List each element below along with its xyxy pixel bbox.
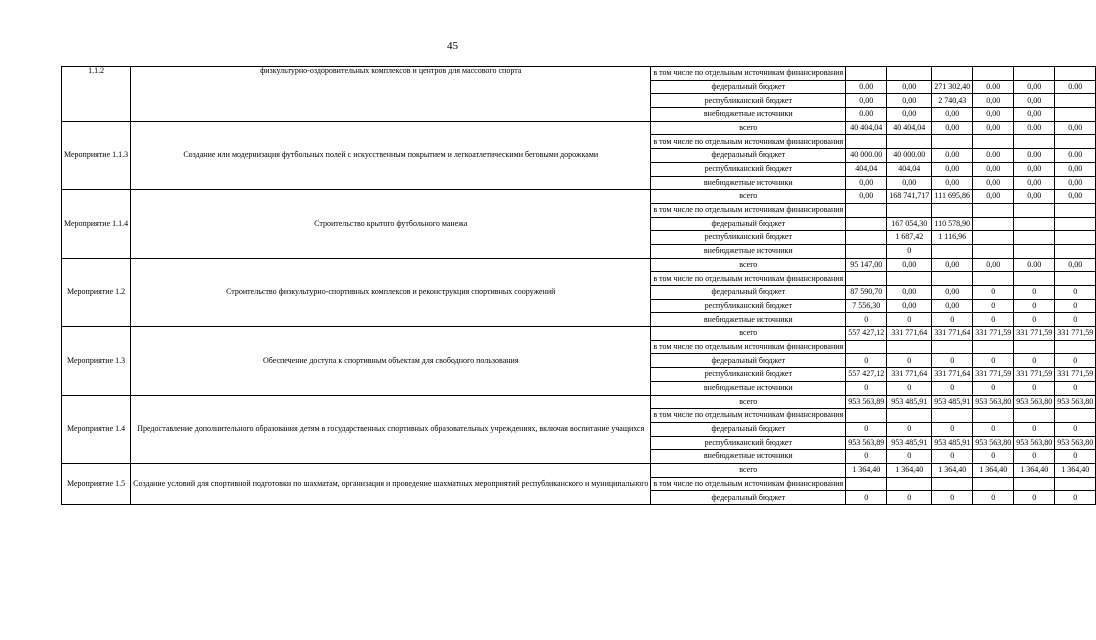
amount-cell (1014, 203, 1055, 217)
amount-cell: 0 (973, 422, 1014, 436)
amount-cell (1055, 409, 1096, 423)
amount-cell: 0,00 (932, 121, 973, 135)
amount-cell: 1 364,40 (1055, 463, 1096, 477)
amount-cell (973, 340, 1014, 354)
funding-source: в том числе по отдельным источникам финансирования (651, 67, 846, 81)
amount-cell: 0,00 (1055, 258, 1096, 272)
amount-cell: 953 485,91 (887, 395, 932, 409)
amount-cell: 331 771,59 (973, 368, 1014, 382)
funding-source: федеральный бюджет (651, 354, 846, 368)
amount-cell: 40 000.00 (846, 149, 887, 163)
amount-cell: 0 (973, 286, 1014, 300)
amount-cell: 0 (932, 381, 973, 395)
amount-cell (846, 244, 887, 258)
amount-cell: 0 (1055, 381, 1096, 395)
amount-cell: 331 771,59 (1055, 368, 1096, 382)
amount-cell (1014, 409, 1055, 423)
funding-source: федеральный бюджет (651, 422, 846, 436)
amount-cell: 0 (846, 354, 887, 368)
amount-cell: 0 (932, 491, 973, 505)
amount-cell: 40 000.00 (887, 149, 932, 163)
amount-cell: 953 563,80 (973, 395, 1014, 409)
funding-source: внебюджетные источники (651, 381, 846, 395)
amount-cell (887, 135, 932, 149)
amount-cell (1014, 340, 1055, 354)
amount-cell: 953 485,91 (887, 436, 932, 450)
funding-source: всего (651, 327, 846, 341)
amount-cell: 111 695,86 (932, 190, 973, 204)
table-row (62, 190, 1096, 204)
funding-source: федеральный бюджет (651, 491, 846, 505)
amount-cell: 0.00 (1014, 121, 1055, 135)
measure-number: Мероприятие 1.1.3 (62, 121, 131, 189)
amount-cell (846, 203, 887, 217)
funding-source: всего (651, 395, 846, 409)
amount-cell: 0,00 (846, 94, 887, 108)
amount-cell: 0 (973, 491, 1014, 505)
amount-cell (846, 135, 887, 149)
amount-cell (973, 217, 1014, 231)
amount-cell: 331 771,64 (887, 368, 932, 382)
amount-cell: 0 (846, 313, 887, 327)
budget-table (61, 66, 1096, 505)
amount-cell: 1 364,40 (887, 463, 932, 477)
amount-cell: 0,00 (932, 258, 973, 272)
amount-cell (973, 231, 1014, 245)
amount-cell: 953 563,89 (846, 395, 887, 409)
amount-cell: 0 (846, 381, 887, 395)
amount-cell: 557 427,12 (846, 327, 887, 341)
funding-source: республиканский бюджет (651, 368, 846, 382)
funding-source: всего (651, 258, 846, 272)
amount-cell: 0.00 (973, 80, 1014, 94)
amount-cell: 0,00 (932, 286, 973, 300)
amount-cell: 0 (973, 313, 1014, 327)
amount-cell: 953 563,89 (846, 436, 887, 450)
amount-cell: 0 (973, 354, 1014, 368)
funding-source: республиканский бюджет (651, 299, 846, 313)
amount-cell: 271 302,40 (932, 80, 973, 94)
amount-cell: 953 485,91 (932, 436, 973, 450)
amount-cell: 0 (887, 450, 932, 464)
amount-cell: 0.00 (846, 108, 887, 122)
amount-cell: 0 (1055, 286, 1096, 300)
amount-cell: 0 (1055, 299, 1096, 313)
amount-cell (846, 409, 887, 423)
measure-number: 1.1.2 (62, 67, 131, 122)
amount-cell: 331 771,59 (973, 327, 1014, 341)
funding-source: в том числе по отдельным источникам финансирования (651, 203, 846, 217)
amount-cell (1055, 272, 1096, 286)
measure-number: Мероприятие 1.4 (62, 395, 131, 463)
measure-name: Создание условий для спортивной подготовки по шахматам, организация и проведение шахматных мероприятий республиканского и муниципального (131, 463, 651, 504)
amount-cell: 0 (1014, 299, 1055, 313)
measure-name: Предоставление дополнительного образования детям в государственных спортивных образовательных учреждениях, включая воспитание учащихся (131, 395, 651, 463)
amount-cell: 331 771,64 (887, 327, 932, 341)
amount-cell: 953 485,91 (932, 395, 973, 409)
amount-cell (1055, 135, 1096, 149)
amount-cell (932, 67, 973, 81)
amount-cell: 0,00 (1014, 190, 1055, 204)
funding-source: республиканский бюджет (651, 231, 846, 245)
amount-cell: 953 563,80 (973, 436, 1014, 450)
amount-cell: 0,00 (887, 108, 932, 122)
amount-cell (973, 244, 1014, 258)
amount-cell (1014, 231, 1055, 245)
amount-cell: 953 563,80 (1055, 436, 1096, 450)
amount-cell: 0.00 (932, 149, 973, 163)
amount-cell: 0,00 (887, 286, 932, 300)
amount-cell: 0,00 (1014, 108, 1055, 122)
empty-cell (1055, 108, 1096, 122)
amount-cell: 0 (887, 381, 932, 395)
table-row (62, 463, 1096, 477)
amount-cell (846, 340, 887, 354)
amount-cell (887, 272, 932, 286)
amount-cell (1055, 244, 1096, 258)
funding-source: в том числе по отдельным источникам финансирования (651, 272, 846, 286)
amount-cell: 0,00 (973, 108, 1014, 122)
amount-cell: 0,00 (887, 299, 932, 313)
amount-cell: 2 740,43 (932, 94, 973, 108)
amount-cell (932, 203, 973, 217)
amount-cell: 0,00 (1014, 162, 1055, 176)
amount-cell (846, 272, 887, 286)
amount-cell: 1 364,40 (1014, 463, 1055, 477)
amount-cell: 0,00 (846, 190, 887, 204)
amount-cell: 0 (1055, 450, 1096, 464)
amount-cell: 87 590,70 (846, 286, 887, 300)
amount-cell (973, 135, 1014, 149)
amount-cell: 404,04 (846, 162, 887, 176)
amount-cell: 0 (846, 422, 887, 436)
amount-cell: 0 (932, 354, 973, 368)
amount-cell: 0,00 (932, 176, 973, 190)
amount-cell: 0 (887, 422, 932, 436)
table-row (62, 395, 1096, 409)
amount-cell: 0 (1014, 422, 1055, 436)
amount-cell (1055, 231, 1096, 245)
amount-cell: 0,00 (887, 80, 932, 94)
amount-cell (973, 203, 1014, 217)
amount-cell: 0.00 (1014, 258, 1055, 272)
amount-cell (932, 340, 973, 354)
amount-cell: 0 (1014, 381, 1055, 395)
amount-cell: 0,00 (932, 299, 973, 313)
amount-cell (887, 409, 932, 423)
amount-cell: 0,00 (887, 94, 932, 108)
funding-source: федеральный бюджет (651, 149, 846, 163)
amount-cell: 0,00 (932, 108, 973, 122)
amount-cell (973, 67, 1014, 81)
amount-cell: 0 (973, 299, 1014, 313)
amount-cell: 0 (846, 491, 887, 505)
funding-source: всего (651, 190, 846, 204)
amount-cell: 0.00 (1055, 149, 1096, 163)
measure-number: Мероприятие 1.3 (62, 327, 131, 395)
amount-cell: 0 (887, 354, 932, 368)
amount-cell: 168 741,717 (887, 190, 932, 204)
funding-source: федеральный бюджет (651, 286, 846, 300)
amount-cell: 95 147,00 (846, 258, 887, 272)
amount-cell: 0,00 (973, 190, 1014, 204)
amount-cell: 953 563,80 (1014, 436, 1055, 450)
amount-cell (1014, 217, 1055, 231)
amount-cell (1055, 340, 1096, 354)
amount-cell: 0,00 (973, 176, 1014, 190)
measure-number: Мероприятие 1.5 (62, 463, 131, 504)
amount-cell: 0,00 (973, 162, 1014, 176)
funding-source: всего (651, 463, 846, 477)
amount-cell: 331 771,59 (1014, 368, 1055, 382)
amount-cell (932, 272, 973, 286)
amount-cell (1014, 135, 1055, 149)
table-row (62, 258, 1096, 272)
measure-name: Создание или модернизация футбольных полей с искусственным покрытием и легкоатлетическими беговыми дорожками (131, 121, 651, 189)
amount-cell (887, 340, 932, 354)
amount-cell: 0 (887, 244, 932, 258)
amount-cell: 0 (846, 450, 887, 464)
amount-cell: 0 (973, 450, 1014, 464)
amount-cell: 0 (1014, 491, 1055, 505)
amount-cell: 0 (932, 313, 973, 327)
amount-cell: 0,00 (1055, 121, 1096, 135)
amount-cell: 0 (1055, 313, 1096, 327)
amount-cell: 404,04 (887, 162, 932, 176)
amount-cell (887, 477, 932, 491)
amount-cell: 331 771,64 (932, 327, 973, 341)
amount-cell: 557 427,12 (846, 368, 887, 382)
amount-cell: 0,00 (973, 94, 1014, 108)
amount-cell: 0 (1014, 450, 1055, 464)
amount-cell: 0,00 (973, 258, 1014, 272)
amount-cell: 1 116,96 (932, 231, 973, 245)
amount-cell: 331 771,59 (1055, 327, 1096, 341)
amount-cell (887, 203, 932, 217)
amount-cell (932, 244, 973, 258)
funding-source: республиканский бюджет (651, 436, 846, 450)
amount-cell: 0 (1055, 422, 1096, 436)
amount-cell: 0,00 (1055, 190, 1096, 204)
amount-cell (973, 477, 1014, 491)
measure-number: Мероприятие 1.1.4 (62, 190, 131, 258)
funding-source: внебюджетные источники (651, 244, 846, 258)
funding-source: в том числе по отдельным источникам финансирования (651, 409, 846, 423)
amount-cell: 0,00 (973, 121, 1014, 135)
amount-cell: 0 (1055, 354, 1096, 368)
measure-name: Строительство крытого футбольного манежа (131, 190, 651, 258)
funding-source: всего (651, 121, 846, 135)
amount-cell: 1 687,42 (887, 231, 932, 245)
funding-source: республиканский бюджет (651, 94, 846, 108)
amount-cell (932, 477, 973, 491)
funding-source: внебюджетные источники (651, 313, 846, 327)
funding-source: в том числе по отдельным источникам финансирования (651, 340, 846, 354)
empty-cell (1055, 94, 1096, 108)
amount-cell: 167 054,30 (887, 217, 932, 231)
amount-cell: 0,00 (1055, 162, 1096, 176)
funding-source: внебюджетные источники (651, 108, 846, 122)
funding-source: федеральный бюджет (651, 217, 846, 231)
measure-name: Обеспечение доступа к спортивным объектам для свободного пользования (131, 327, 651, 395)
measure-name: Строительство физкультурно-спортивных комплексов и реконструкция спортивных сооружений (131, 258, 651, 326)
funding-source: в том числе по отдельным источникам финансирования (651, 135, 846, 149)
amount-cell: 0.00 (1055, 80, 1096, 94)
amount-cell: 953 563,80 (1014, 395, 1055, 409)
amount-cell: 0.00 (846, 80, 887, 94)
table-row (62, 327, 1096, 341)
amount-cell: 953 563,80 (1055, 395, 1096, 409)
amount-cell (1014, 272, 1055, 286)
amount-cell (846, 231, 887, 245)
amount-cell: 0,00 (932, 162, 973, 176)
amount-cell: 0.00 (1014, 149, 1055, 163)
amount-cell (846, 217, 887, 231)
amount-cell (973, 409, 1014, 423)
amount-cell: 0,00 (846, 176, 887, 190)
amount-cell: 0 (1014, 286, 1055, 300)
amount-cell: 110 578,90 (932, 217, 973, 231)
table-row (62, 121, 1096, 135)
measure-number: Мероприятие 1.2 (62, 258, 131, 326)
amount-cell (932, 135, 973, 149)
amount-cell (1055, 477, 1096, 491)
amount-cell (1014, 244, 1055, 258)
amount-cell: 0 (1014, 313, 1055, 327)
amount-cell (1055, 203, 1096, 217)
amount-cell: 1 364,40 (973, 463, 1014, 477)
funding-source: в том числе по отдельным источникам финансирования (651, 477, 846, 491)
amount-cell: 0.00 (973, 149, 1014, 163)
amount-cell (932, 409, 973, 423)
amount-cell: 7 556,30 (846, 299, 887, 313)
amount-cell: 0 (887, 313, 932, 327)
amount-cell: 0,00 (887, 176, 932, 190)
amount-cell: 1 364,40 (932, 463, 973, 477)
amount-cell: 0,00 (1014, 176, 1055, 190)
funding-source: внебюджетные источники (651, 450, 846, 464)
funding-source: федеральный бюджет (651, 80, 846, 94)
amount-cell (846, 477, 887, 491)
amount-cell: 40 404,04 (887, 121, 932, 135)
amount-cell: 331 771,59 (1014, 327, 1055, 341)
amount-cell (1014, 67, 1055, 81)
amount-cell: 0 (973, 381, 1014, 395)
amount-cell: 0 (932, 450, 973, 464)
amount-cell: 0 (1055, 491, 1096, 505)
amount-cell (887, 67, 932, 81)
amount-cell (1055, 67, 1096, 81)
amount-cell: 331 771,64 (932, 368, 973, 382)
amount-cell: 0 (932, 422, 973, 436)
amount-cell (846, 67, 887, 81)
amount-cell: 1 364,40 (846, 463, 887, 477)
amount-cell (973, 272, 1014, 286)
amount-cell: 0 (887, 491, 932, 505)
amount-cell: 0,00 (1014, 94, 1055, 108)
measure-name: физкультурно-оздоровительных комплексов и центров для массового спорта (131, 67, 651, 122)
amount-cell: 40 404,04 (846, 121, 887, 135)
amount-cell: 0 (1014, 354, 1055, 368)
table-row (62, 67, 1096, 81)
amount-cell: 0,00 (1014, 80, 1055, 94)
amount-cell (1014, 477, 1055, 491)
amount-cell: 0,00 (1055, 176, 1096, 190)
page-number: 45 (447, 40, 458, 52)
amount-cell (1055, 217, 1096, 231)
funding-source: республиканский бюджет (651, 162, 846, 176)
amount-cell: 0,00 (887, 258, 932, 272)
funding-source: внебюджетные источники (651, 176, 846, 190)
